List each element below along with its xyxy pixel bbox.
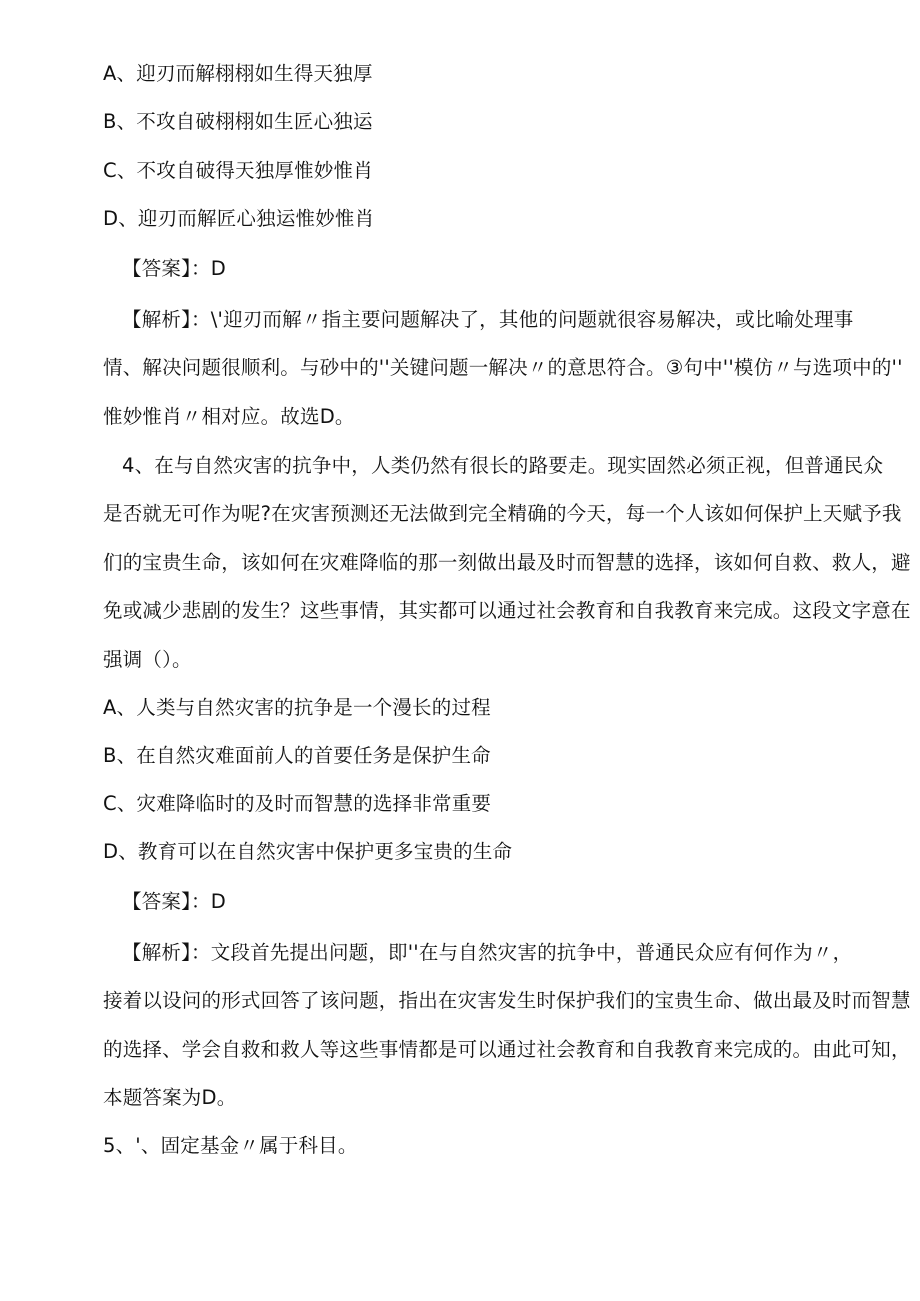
q4-option-a: A、人类与自然灾害的抗争是一个漫长的过程: [103, 696, 491, 719]
q4-option-b: B、在自然灾难面前人的首要任务是保护生命: [103, 744, 491, 767]
q3-option-a: A、迎刃而解栩栩如生得天独厚: [103, 62, 373, 85]
q4-answer: 【答案】：D: [122, 890, 226, 913]
q3-analysis-line-2: 情、解决问题很顺利。与砂中的''关键问题一解决〃的意思符合。③句中''模仿〃与选项中的'': [103, 356, 903, 379]
q4-stem-line-2: 是否就无可作为呢?在灾害预测还无法做到完全精确的今天，每一个人该如何保护上天赋予我: [103, 502, 902, 525]
q4-option-d: D、教育可以在自然灾害中保护更多宝贵的生命: [103, 840, 513, 863]
q4-analysis-line-2: 接着以设问的形式回答了该问题，指出在灾害发生时保护我们的宝贵生命、做出最及时而智慧: [103, 989, 911, 1012]
q3-answer: 【答案】：D: [122, 257, 226, 280]
q3-option-c: C、不攻自破得天独厚惟妙惟肖: [103, 159, 373, 182]
q3-option-d: D、迎刃而解匠心独运惟妙惟肖: [103, 207, 375, 230]
q4-stem-line-4: 免或减少悲剧的发生？这些事情，其实都可以通过社会教育和自我教育来完成。这段文字意在: [103, 599, 911, 622]
q4-option-c: C、灾难降临时的及时而智慧的选择非常重要: [103, 792, 492, 815]
q4-analysis-line-1: 【解析】：文段首先提出问题，即''在与自然灾害的抗争中，普通民众应有何作为〃，: [122, 941, 853, 964]
q3-analysis-line-1: 【解析】：\'迎刃而解〃指主要问题解决了，其他的问题就很容易解决，或比喻处理事: [122, 308, 854, 331]
q4-stem-line-3: 们的宝贵生命，该如何在灾难降临的那一刻做出最及时而智慧的选择，该如何自救、救人，避: [103, 551, 911, 574]
q4-stem-line-5: 强调（）。: [103, 648, 192, 671]
q3-analysis-line-3: 惟妙惟肖〃相对应。故选D。: [103, 405, 355, 428]
q4-stem-line-1: 4、在与自然灾害的抗争中，人类仍然有很长的路要走。现实固然必须正视，但普通民众: [122, 454, 884, 477]
q4-analysis-line-3: 的选择、学会自救和救人等这些事情都是可以通过社会教育和自我教育来完成的。由此可知，: [103, 1038, 911, 1061]
q5-stem: 5、'、固定基金〃属于科目。: [103, 1134, 358, 1157]
q4-analysis-line-4: 本题答案为D。: [103, 1086, 237, 1109]
q3-option-b: B、不攻自破栩栩如生匠心独运: [103, 110, 373, 133]
